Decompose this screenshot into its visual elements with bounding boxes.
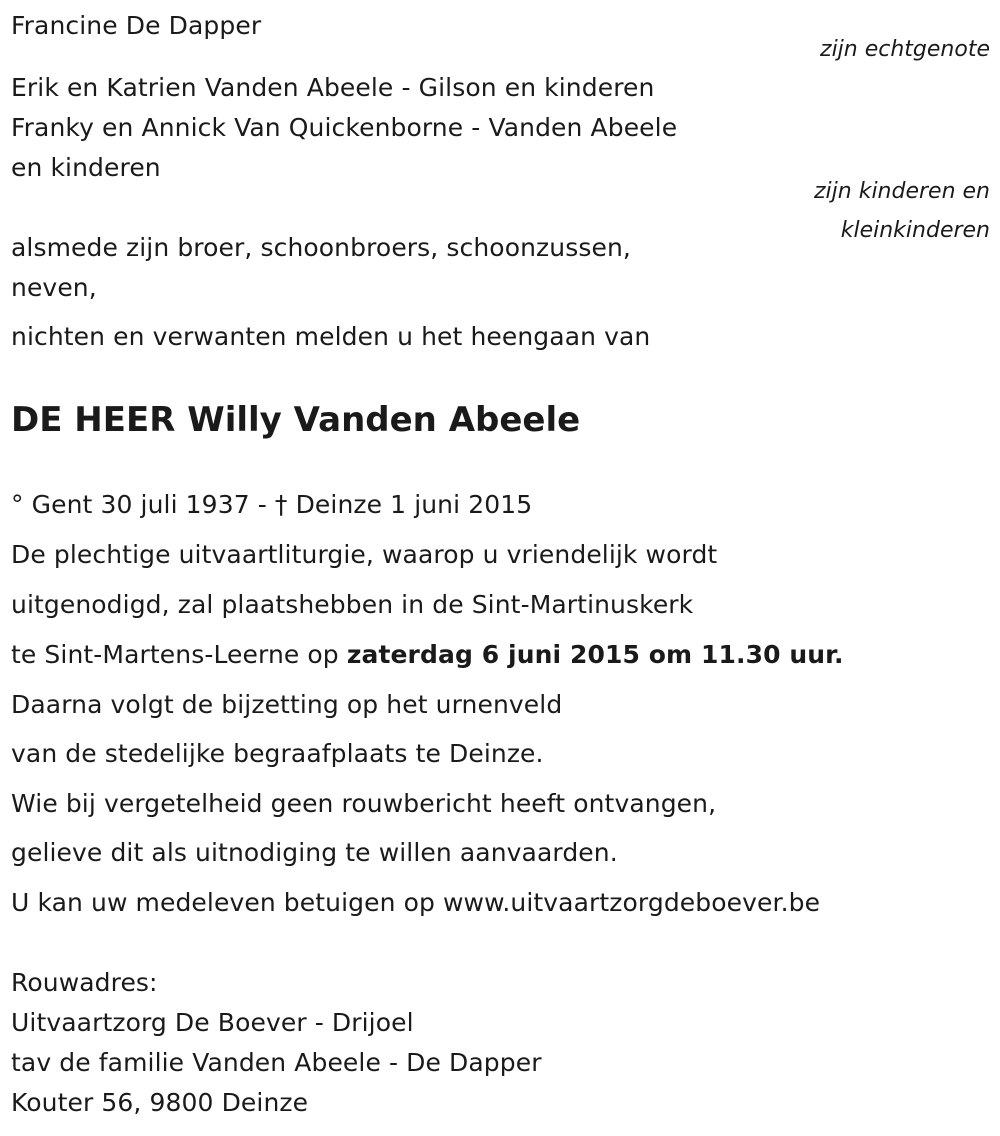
spouse-role: zijn echtgenote	[820, 37, 990, 62]
details-after-line-1: Daarna volgt de bijzetting op het urnenveld	[11, 690, 563, 719]
ceremony-date-prefix: te Sint-Martens-Leerne op	[11, 640, 347, 669]
ceremony-date-line	[11, 640, 844, 670]
deceased-name: DE HEER Willy Vanden Abeele	[11, 400, 581, 440]
children-line-1: Erik en Katrien Vanden Abeele - Gilson en kinderen	[11, 73, 655, 102]
details-line-1: De plechtige uitvaartliturgie, waarop u vriendelijk wordt	[11, 540, 718, 569]
condolence-line: U kan uw medeleven betuigen op www.uitvaartzorgdeboever.be	[11, 888, 821, 917]
relatives-line-1: alsmede zijn broer, schoonbroers, schoonzussen,	[11, 233, 631, 262]
ceremony-date-bold: zaterdag 6 juni 2015 om 11.30 uur.	[346, 640, 844, 669]
children-line-3: en kinderen	[11, 153, 161, 182]
relatives-line-2: neven,	[11, 273, 97, 302]
relatives-line-3: nichten en verwanten melden u het heengaan van	[11, 322, 651, 351]
address-line-2: tav de familie Vanden Abeele - De Dapper	[11, 1048, 542, 1077]
address-line-3: Kouter 56, 9800 Deinze	[11, 1088, 309, 1117]
details-after-line-4: gelieve dit als uitnodiging te willen aanvaarden.	[11, 838, 618, 867]
children-role-line-1: zijn kinderen en	[814, 179, 990, 204]
birth-death-line: ° Gent 30 juli 1937 - † Deinze 1 juni 2015	[11, 490, 533, 519]
address-line-1: Uitvaartzorg De Boever - Drijoel	[11, 1008, 414, 1037]
details-after-line-2: van de stedelijke begraafplaats te Deinze.	[11, 739, 544, 768]
spouse-name: Francine De Dapper	[11, 11, 262, 40]
details-after-line-3: Wie bij vergetelheid geen rouwbericht heeft ontvangen,	[11, 789, 717, 818]
children-role-line-2: kleinkinderen	[840, 218, 990, 243]
address-label: Rouwadres:	[11, 968, 158, 997]
children-line-2: Franky en Annick Van Quickenborne - Vanden Abeele	[11, 113, 678, 142]
details-line-2: uitgenodigd, zal plaatshebben in de Sint-Martinuskerk	[11, 590, 694, 619]
